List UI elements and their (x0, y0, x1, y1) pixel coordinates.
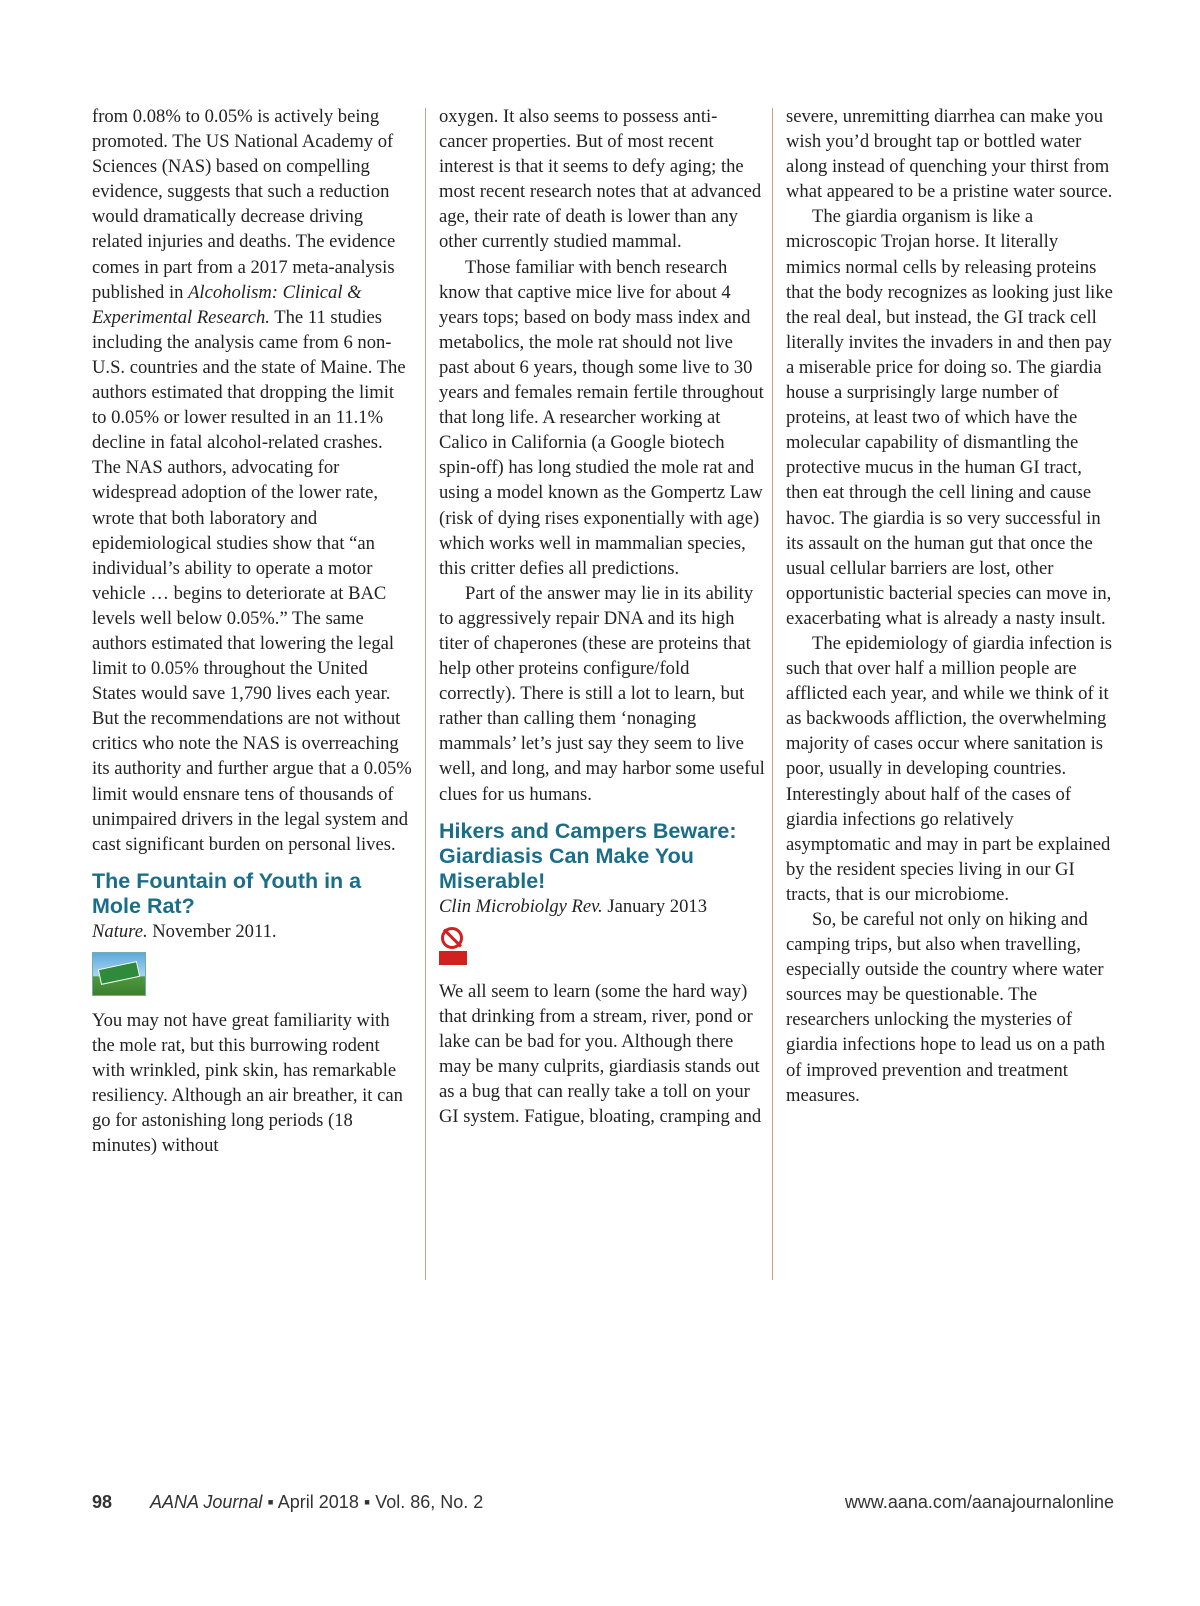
column-divider (425, 108, 426, 1280)
body-paragraph: So, be careful not only on hiking and camping trips, but also when travelling, especially outside the country where water sources may be questionable. The researchers unlocking the mysteries of giardia infections hope to lead us on a path of improved prevention and treatment measures. (786, 909, 1106, 1106)
body-paragraph: Those familiar with bench research know that captive mice live for about 4 years tops; based on body mass index and metabolics, the mole rat should not live past about 6 years, though some live to 30 years and females remain fertile throughout that long life. A researcher working at Calico in California (a Google biotech spin-off) has long studied the mole rat and using a model known as the Gompertz Law (risk of dying rises exponentially with age) which works well in mammalian species, this critter defies all predictions. (439, 256, 764, 579)
body-paragraph: Part of the answer may lie in its ability to aggressively repair DNA and its high titer of chaperones (these are proteins that help other proteins configure/fold correctly). There is still a lot to learn, but rather than calling them ‘nonaging mammals’ let’s just say they seem to live well, and long, and may harbor some useful clues for us humans. (439, 582, 765, 805)
column-2 (439, 104, 765, 1129)
page-number: 98 (92, 1492, 113, 1512)
article-citation: Nature. November 2011. (92, 920, 277, 942)
article-heading-giardiasis: Hikers and Campers Beware: Giardiasis Can Make You Miserable! (439, 818, 737, 893)
body-paragraph: The giardia organism is like a microscopic Trojan horse. It literally mimics normal cells by releasing proteins that the body recognizes as looking just like the real deal, but instead, the GI track cell literally invites the invaders in and then pay a miserable price for doing so. The giardia house a surprisingly large number of proteins, at least two of which have the molecular capability of dismantling the protective mucus in the human GI tract, then eat through the cell lining and cause havoc. The giardia is so very successful in its assault on the human gut that once the usual cellular barriers are lost, other opportunistic bacterial species can move in, exacerbating what is already a nasty insult. (786, 206, 1113, 629)
article-citation: Clin Microbiolgy Rev. January 2013 (439, 895, 707, 917)
no-drinking-water-thumbnail (439, 927, 469, 967)
website-url: www.aana.com/aanajournalonline (844, 1492, 1114, 1512)
fountain-of-youth-thumbnail (92, 952, 146, 996)
body-paragraph: The epidemiology of giardia infection is such that over half a million people are afflicted each year, and while we think of it as backwoods affliction, the overwhelming majority of cases occur where sanitation is poor, usually in developing countries. Interestingly about half of the cases of giardia infections go relatively asymptomatic and may in part be explained by the resident species living in our GI tracts, that is our microbiome. (786, 632, 1112, 905)
road-sign-icon (98, 961, 140, 985)
journal-issue-line: AANA Journal ▪ April 2018 ▪ Vol. 86, No. 2 (150, 1492, 484, 1512)
column-1 (92, 104, 412, 1158)
article-heading-mole-rat: The Fountain of Youth in a Mole Rat? (92, 868, 362, 918)
column-3 (786, 104, 1116, 1108)
body-paragraph: oxygen. It also seems to possess anti-cancer properties. But of most recent interest is that it seems to defy aging; the most recent research notes that at advanced age, their rate of death is lower than any other currently studied mammal. (439, 106, 762, 253)
body-paragraph: We all seem to learn (some the hard way) that drinking from a stream, river, pond or lake can be bad for you. Although there may be many culprits, giardiasis stands out as a bug that can really take a toll on your GI system. Fatigue, bloating, cramping and (439, 980, 762, 1128)
body-paragraph: You may not have great familiarity with the mole rat, but this burrowing rodent with wrinkled, pink skin, has remarkable resiliency. Although an air breather, it can go for astonishing long periods (18 minutes) without (92, 1009, 403, 1157)
body-paragraph: severe, unremitting diarrhea can make you wish you’d brought tap or bottled water along instead of quenching your thirst from what appeared to be a pristine water source. (786, 106, 1113, 203)
body-paragraph: from 0.08% to 0.05% is actively being promoted. The US National Academy of Sciences (NAS) based on compelling evidence, suggests that such a reduction would dramatically decrease driving related injuries and deaths. The evidence comes in part from a 2017 meta-analysis published in Alcoholism: Clinical & Experimental Research. The 11 studies including the analysis came from 6 non-U.S. countries and the state of Maine. The authors estimated that dropping the limit to 0.05% or lower resulted in an 11.1% decline in fatal alcohol-related crashes. The NAS authors, advocating for widespread adoption of the lower rate, wrote that both laboratory and epidemiological studies show that “an individual’s ability to operate a motor vehicle … begins to deteriorate at BAC levels well below 0.05%.” The same authors estimated that lowering the legal limit to 0.05% throughout the United States would save 1,790 lives each year. But the recommendations are not without critics who note the NAS is overreaching its authority and further argue that a 0.05% limit would ensnare tens of thousands of unimpaired drivers in the legal system and cast significant burden on personal lives. (92, 106, 412, 855)
column-divider (772, 108, 773, 1280)
journal-title: Alcoholism: Clinical & Experimental Research. (92, 281, 362, 328)
